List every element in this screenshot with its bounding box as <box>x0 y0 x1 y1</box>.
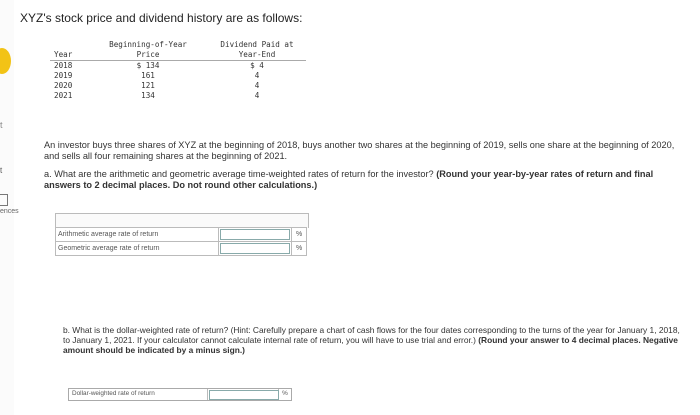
stock-history-table <box>50 40 306 101</box>
arithmetic-return-input[interactable] <box>220 229 290 240</box>
bookmark-icon[interactable] <box>0 194 8 206</box>
rail-text: t <box>0 120 3 130</box>
cell-price: $ 134 <box>136 61 160 70</box>
dollar-weighted-return-input[interactable] <box>209 390 279 400</box>
rail-references-label[interactable]: ences <box>0 208 19 215</box>
geometric-return-cell <box>219 242 292 256</box>
cell-dividend: 4 <box>254 81 260 90</box>
answer-table-header <box>55 213 309 228</box>
dollar-weighted-return-cell <box>208 389 279 400</box>
answer-row-b <box>68 388 292 401</box>
question-heading: XYZ's stock price and dividend history are as follows: <box>20 11 303 25</box>
cell-year: 2018 <box>54 61 73 70</box>
column-header-price-sub: Price <box>104 50 192 61</box>
percent-unit: % <box>292 228 307 242</box>
table-row <box>50 61 306 72</box>
cell-year: 2020 <box>54 81 73 90</box>
left-rail <box>0 0 19 415</box>
problem-paragraph: An investor buys three shares of XYZ at the beginning of 2018, buys another two shares at the beginning of 2019, sells one share at the beginning of 2020, and sells all four remaining shares at the beginning of 2021. <box>44 140 675 161</box>
cell-year: 2021 <box>54 91 73 100</box>
cell-dividend: 4 <box>254 71 260 80</box>
dollar-weighted-return-label: Dollar-weighted rate of return <box>69 389 208 400</box>
question-b-text: b. What is the dollar-weighted rate of return? (Hint: Carefully prepare a chart of cash flows for the four dates corresponding to the turns of the year for January 1, 2018, to January 1, 2021. If your calculator cannot calculate internal rate of return, you will have to use trial and error.) <box>63 325 680 345</box>
rail-text: t <box>0 166 3 175</box>
cell-price: 161 <box>141 71 155 80</box>
cell-dividend: $ 4 <box>250 61 264 70</box>
table-row <box>50 91 306 101</box>
answer-row <box>56 228 307 242</box>
table-row <box>50 71 306 81</box>
percent-unit: % <box>292 242 307 256</box>
column-header-price: Beginning-of-Year <box>109 40 187 49</box>
column-header-dividend-sub: Year-End <box>192 50 306 61</box>
question-a-instructions: (Round your year-by-year rates of return and final answers to 2 decimal places. Do not round other calculations.) <box>44 169 654 190</box>
geometric-return-input[interactable] <box>220 243 290 254</box>
cell-price: 121 <box>141 81 155 90</box>
answer-row <box>56 242 307 256</box>
question-a-text: a. What are the arithmetic and geometric average time-weighted rates of return for the investor? <box>44 169 434 179</box>
question-b <box>63 325 683 355</box>
percent-unit: % <box>282 390 288 397</box>
rail-indicator <box>0 48 11 74</box>
arithmetic-return-label: Arithmetic average rate of return <box>56 228 219 242</box>
column-header-dividend: Dividend Paid at <box>220 40 294 49</box>
question-b-instructions: (Round your answer to 4 decimal places. Negative amount should be indicated by a minus sign.) <box>63 335 678 355</box>
table-row <box>50 81 306 91</box>
arithmetic-return-cell <box>219 228 292 242</box>
column-header-year: Year <box>54 50 73 59</box>
question-a <box>44 169 684 191</box>
geometric-return-label: Geometric average rate of return <box>56 242 219 256</box>
cell-price: 134 <box>141 91 155 100</box>
answer-table-a <box>55 227 307 256</box>
cell-dividend: 4 <box>254 91 260 100</box>
cell-year: 2019 <box>54 71 73 80</box>
